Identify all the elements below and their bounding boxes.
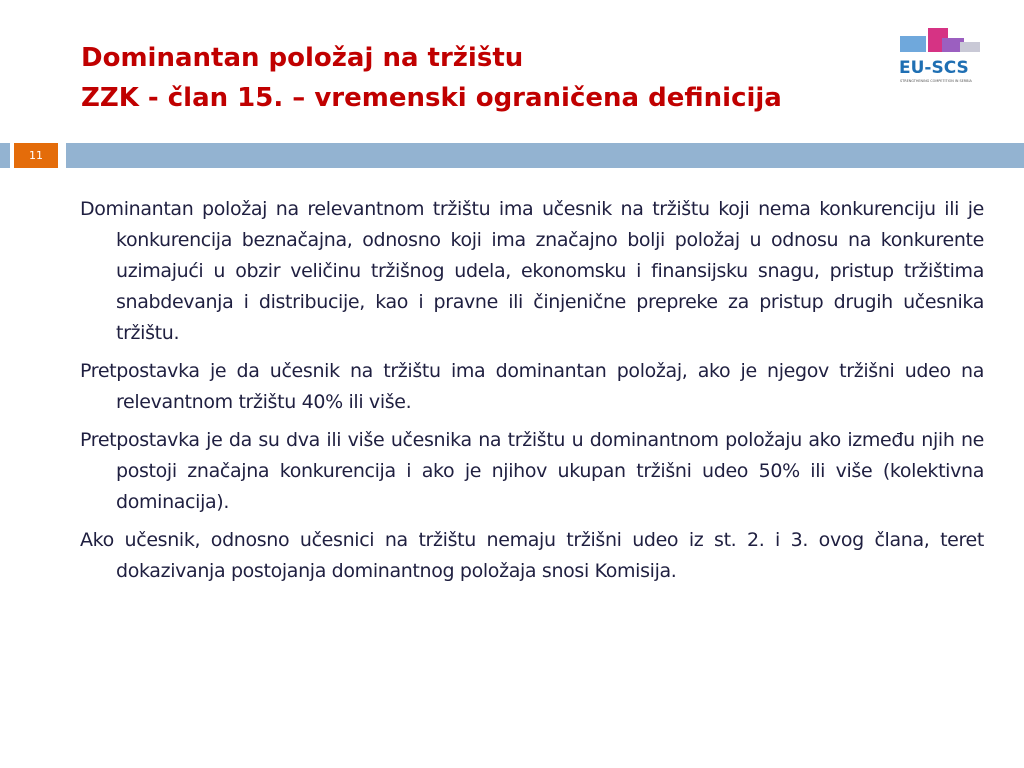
slide-body (80, 194, 984, 594)
header-band-left (0, 143, 10, 168)
header-band-right (66, 143, 1024, 168)
paragraph-1: Dominantan položaj na relevantnom tržištu ima učesnik na tržištu koji nema konkurenciju ili je konkurencija beznačajna, odnosno koji ima značajno bolji položaj u odnosu na konkurente uzimajući u obzir veličinu tržišnog udela, ekonomsku i finansijsku snagu, pristup tržištima snabdevanja i distribucije, kao i pravne ili činjenične prepreke za pristup drugih učesnika tržištu. (80, 198, 984, 344)
logo-block-lightblue (900, 36, 926, 52)
logo-text: EU-SCS (899, 58, 969, 78)
logo-tagline: STRENGTHENING COMPETITION IN SERBIA (900, 79, 972, 83)
slide-title-line1: Dominantan položaj na tržištu (81, 43, 524, 73)
eu-scs-logo (898, 28, 982, 86)
paragraph-4: Ako učesnik, odnosno učesnici na tržištu nemaju tržišni udeo iz st. 2. i 3. ovog člana, teret dokazivanja postojanja dominantnog položaja snosi Komisija. (80, 529, 984, 582)
logo-block-gray (960, 42, 980, 52)
paragraph-3: Pretpostavka je da su dva ili više učesnika na tržištu u dominantnom položaju ako između njih ne postoji značajna konkurencija i ako je njihov ukupan tržišni udeo 50% ili više (kolektivna dominacija). (80, 429, 984, 513)
header-band (0, 143, 1024, 168)
slide-title-line2: ZZK - član 15. – vremenski ograničena definicija (81, 83, 782, 113)
slide-title (81, 38, 901, 118)
paragraph-2: Pretpostavka je da učesnik na tržištu ima dominantan položaj, ako je njegov tržišni udeo na relevantnom tržištu 40% ili više. (80, 360, 984, 413)
slide-number: 11 (14, 143, 58, 168)
